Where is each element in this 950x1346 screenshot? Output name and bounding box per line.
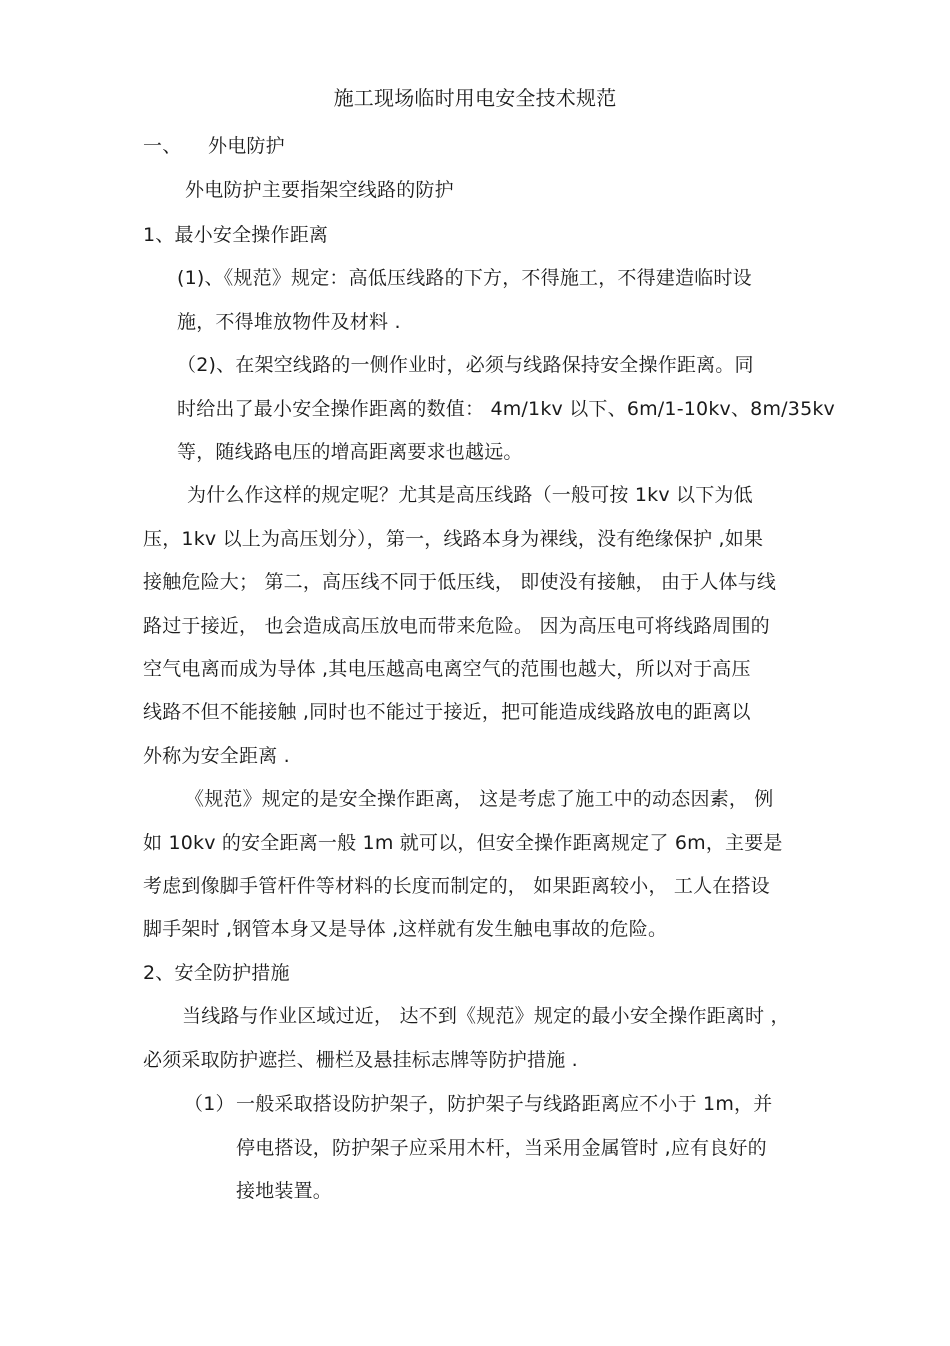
section-number: 一、 — [143, 135, 182, 157]
paragraph-line: 施，不得堆放物件及材料 . — [177, 311, 401, 333]
paragraph-line: （2)、在架空线路的一侧作业时，必须与线路保持安全操作距离。同 — [177, 354, 754, 376]
document-title: 施工现场临时用电安全技术规范 — [333, 86, 617, 110]
paragraph-line: 脚手架时 ,钢管本身又是导体 ,这样就有发生触电事故的危险。 — [143, 918, 668, 940]
paragraph-line: 《规范》规定的是安全操作距离， 这是考虑了施工中的动态因素， 例 — [185, 788, 774, 810]
subsection-heading: 1、最小安全操作距离 — [143, 224, 329, 246]
paragraph-line: 接地装置。 — [236, 1180, 333, 1202]
paragraph-line: (1)、《规范》规定：高低压线路的下方，不得施工，不得建造临时设 — [177, 267, 752, 289]
paragraph-line: 为什么作这样的规定呢？尤其是高压线路（一般可按 1kv 以下为低 — [187, 484, 753, 506]
paragraph-line: 接触危险大； 第二，高压线不同于低压线， 即使没有接触， 由于人体与线 — [143, 571, 777, 593]
intro-line: 外电防护主要指架空线路的防护 — [185, 179, 454, 201]
paragraph-line: 考虑到像脚手管杆件等材料的长度而制定的， 如果距离较小， 工人在搭设 — [143, 875, 770, 897]
paragraph-line: 外称为安全距离 . — [143, 745, 290, 767]
paragraph-line: 必须采取防护遮拦、栅栏及悬挂标志牌等防护措施 . — [143, 1049, 578, 1071]
paragraph-line: 当线路与作业区域过近， 达不到《规范》规定的最小安全操作距离时 ， — [182, 1005, 790, 1027]
paragraph-line: 线路不但不能接触 ,同时也不能过于接近，把可能造成线路放电的距离以 — [143, 701, 751, 723]
paragraph-line: 压，1kv 以上为高压划分），第一，线路本身为裸线，没有绝缘保护 ,如果 — [143, 528, 764, 550]
paragraph-line: 空气电离而成为导体 ,其电压越高电离空气的范围也越大，所以对于高压 — [143, 658, 751, 680]
paragraph-line: 如 10kv 的安全距离一般 1m 就可以，但安全操作距离规定了 6m，主要是 — [143, 832, 783, 854]
paragraph-line: 时给出了最小安全操作距离的数值： 4m/1kv 以下、6m/1-10kv、8m/35kv — [177, 398, 836, 420]
paragraph-line: 路过于接近， 也会造成高压放电而带来危险。 因为高压电可将线路周围的 — [143, 615, 770, 637]
paragraph-line: 一般采取搭设防护架子，防护架子与线路距离应不小于 1m，并 — [236, 1093, 773, 1115]
list-number: （1） — [184, 1093, 235, 1115]
paragraph-line: 等，随线路电压的增高距离要求也越远。 — [177, 441, 523, 463]
subsection-heading: 2、安全防护措施 — [143, 962, 290, 984]
paragraph-line: 停电搭设，防护架子应采用木杆，当采用金属管时 ,应有良好的 — [236, 1137, 767, 1159]
section-heading: 外电防护 — [208, 135, 285, 157]
